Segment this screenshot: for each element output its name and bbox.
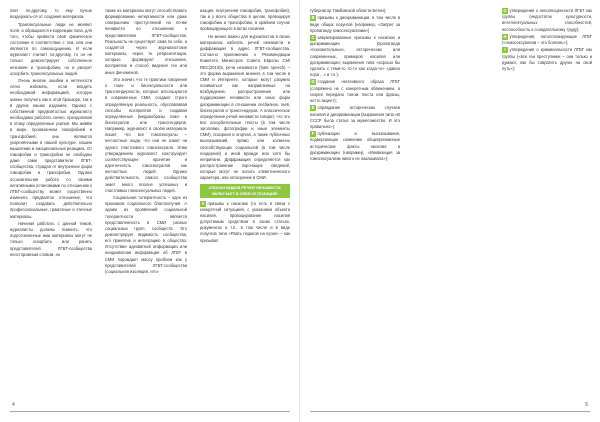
list-item-text: оправдание исторических случаев насилия и дискриминации (выражения типа «В СССР была статья за мужеложество. И это правильно»); xyxy=(310,105,400,129)
left-column-3 xyxy=(200,8,290,245)
list-item-text: утверждения, патологизирующие ЛГБТ («гомосексуализм – это болезнь»); xyxy=(502,33,592,46)
letter-marker: E xyxy=(311,105,315,111)
paragraph: Это значит, что те практики говорения о гомо- и бисексуальности или трансгендерности, которые используются в современных СМИ, создают строго определённую реальность, обуславливая способы восприятия и создавая определённые (медиаобразы гомо- и бисексуалов или трансгендеров. Например, журналист в своём материале пишет, что все гомосексуалы – несчастные люди, что они не знают ни одного счастливого гомосексуала. Этим утверждением журналист конструирует соответствующее пронятие и идентичность гомосексуалов как несчастных людей. Однако действительность самого сообщества знает много вполне успешных и счастливых гомосексуальных людей. xyxy=(105,76,187,193)
right-page xyxy=(300,0,600,422)
list-item-text: утверждения о криминальности ЛГБТ как группы («все геи преступники – они только и думают, как бы совратить других на свой путь»); xyxy=(502,47,592,72)
letter-marker: H xyxy=(503,33,507,39)
letter-marker: C xyxy=(311,35,315,41)
paragraph: Очень многие ошибки и неточности легко избежать, если владеть необходимой информацией, которую можно получить как в этой брошюре, так и в других наших изданиях. Однако с собственной предвзятостью журналисту необходимо работать лично, преодолевая в этому определённые усилия. Мы живём в мире, пронизанном гомофобией и трансфобией, они являются укоренёнными в нашей культуре, нашем мышлении и эмоциональных реакциях. От гомофобии и трансфобии не свободны даже сами представители ЛГБТ-сообщества, страдая от внутренних форм гомофобии и трансфобии. Однако осознательная работа со своими негативными установками по отношению к ЛГБТ-сообществу может существенно изменить предвзятое отношение, что позволит создавать действительно профессиональные, грамотные и этичные материалы. xyxy=(10,78,92,219)
list-item-text: завуалированные призывы к насилию и дискриминации (пропаганда «положительных», исторических или современных, примеров насилия или дискриминации; выражения типа «хорошо бы сделать с теми-то то-то как когда-то» «давно пора ...» и т.п.); xyxy=(310,35,400,78)
list-item xyxy=(310,35,400,78)
list-item xyxy=(310,105,400,130)
list-item xyxy=(502,47,592,72)
list-item xyxy=(502,8,592,33)
left-column-1 xyxy=(10,8,92,259)
list-item xyxy=(200,201,290,244)
letter-marker: D xyxy=(311,79,315,85)
paragraph: губернатор Тамбовской области Бетин); xyxy=(310,8,387,13)
paragraph: Социальная толерантность – одно из признаков социального благополучия. А одним из проявлений социальной толерантности является представленность в СМИ разных социальных групп, сообществ. Это демонстрирует видимость сообщества, его принятие и интеграцию в общество. Отсутствие адекватной информации или неадекватная информация об ЛГБТ в СМИ порождает массу проблем как у представителей ЛГБТ-сообщества (социальная изоляция, гето- xyxy=(105,195,187,274)
right-column-2 xyxy=(502,8,592,73)
list-item xyxy=(310,79,400,104)
letter-marker: B xyxy=(311,15,315,21)
list-item-text: создание негативного образа ЛГБТ (сопряжено не с конкретным обвинением, а скорее передано тоном текста или фразы, нетто акцент); xyxy=(310,79,400,103)
paragraph: Начиная работать с данной темой, журналисты должны помнить, что подготовленные ими материалы могут не только оскорбить или ранить представителей ЛГБТ-сообщества неосторожным словом, но xyxy=(10,220,92,257)
letter-marker: A xyxy=(201,200,205,206)
paragraph: пает по-другому, то ему лучше воздержать-ся от создания материала. xyxy=(10,8,92,20)
footer-rule xyxy=(10,411,290,412)
list-item-text: публикации и высказывания, подвергающие сомнению общепризнанные исторические факты насилия и дискриминации (например, «Инквизиция за гомосексуализм никого не наказывала»); xyxy=(310,131,400,161)
left-column-2 xyxy=(105,8,187,276)
list-item-text: призывы к насилию (то есть в связи с конкретной ситуацией, с указанием объекта насилия, провоцирование насилия допустимым средством в своих статьях, документах и т.п.; в том числе и в виде лозунгов типа «Рвать педиков на куски» – как призывал xyxy=(200,200,290,243)
page-number: 4 xyxy=(12,402,15,408)
list-item xyxy=(310,131,400,162)
hate-speech-list-title: СПИСКИ ВИДОВ РЕЧЕЙ НЕНАВИСТИ, ВКЛЮЧАЕТ В СЕБЯ 20 ПОЗИЦИЙ: xyxy=(200,184,290,198)
list-item-text: утверждения о неполноценности ЛГБТ как группы (недостаток культурности, интеллектуальных способностей, неспособность к созидательному труду); xyxy=(502,8,592,32)
paragraph: также их материалы могут способствовать формированию нетерпимости или даже совершению преступлений на почве ненависти по отношению к представителям ЛГБТ-сообщества. Реальность не существует сама по себе, а создаётся через журналистские материалы, через те репрезентации, которые формируют отношение, восприятие и способ видения тех или иных феноменов. xyxy=(105,8,187,75)
paragraph: изация, внутренняя гомофобия, трансфобия), так и у всего общества в целом, провоцируя гомофобию и трансфобию, в крайнем случае провоцирующего в актах насилия. xyxy=(200,8,290,32)
footer-rule xyxy=(310,411,590,412)
letter-marker: F xyxy=(311,131,315,137)
list-item xyxy=(502,34,592,46)
paragraph: Трансексуальные люди не меняют поля, а обращаются к коррекции пола, для того, чтобы привести своё физическое состояние в соответствие с тем, кем они являются по самоощущению. И если журналист считает по-другому, то он не только демонстрирует собственное незнание и трансфобию, но и рискует оскорбить трансексуальных людей. xyxy=(10,21,92,76)
paragraph: Не менее важно для журналистов в своих материалах избегать речей ненависти и диффамации в адрес ЛГБТ-сообщества. Согласно приложению к Рекомендации Комитета Министров Совета Европы CM/ REC(2010)5, речи ненависти (hate speech) – это форма выражения мнения, в том числе в СМИ и Интернете, которые могут разумно пониматься как направленные на возбуждение, распространение или поддержание ненависти или иных форм дискриминации в отношении лесбиянок, геев, бисексуалов и трансгендеров. А классическое определение речей ненависти говорит, что это все оскорбительные тексты (в том числе заголовки, фотографии и иные элементы СМИ), позорная и огорчая, а также публичных высказываний, прямо или косвенно способствующих социальной (в том числе гендерной) и иной вражде или хотя бы неприязни. Диффамация определяется как распространение порочащих сведений, которые могут не носить клеветнического характера, или опозорение в СМИ. xyxy=(200,33,290,181)
page-number: 5 xyxy=(585,402,588,408)
right-column-1 xyxy=(310,8,400,163)
list-item-text: призывы к дискриминации, в том числе в виде общих лозунгов (например, «Запрет за пропаганду гомосексуализма») xyxy=(310,15,400,33)
letter-marker: G xyxy=(503,8,507,13)
list-item xyxy=(310,15,400,34)
letter-marker: I xyxy=(502,47,508,53)
